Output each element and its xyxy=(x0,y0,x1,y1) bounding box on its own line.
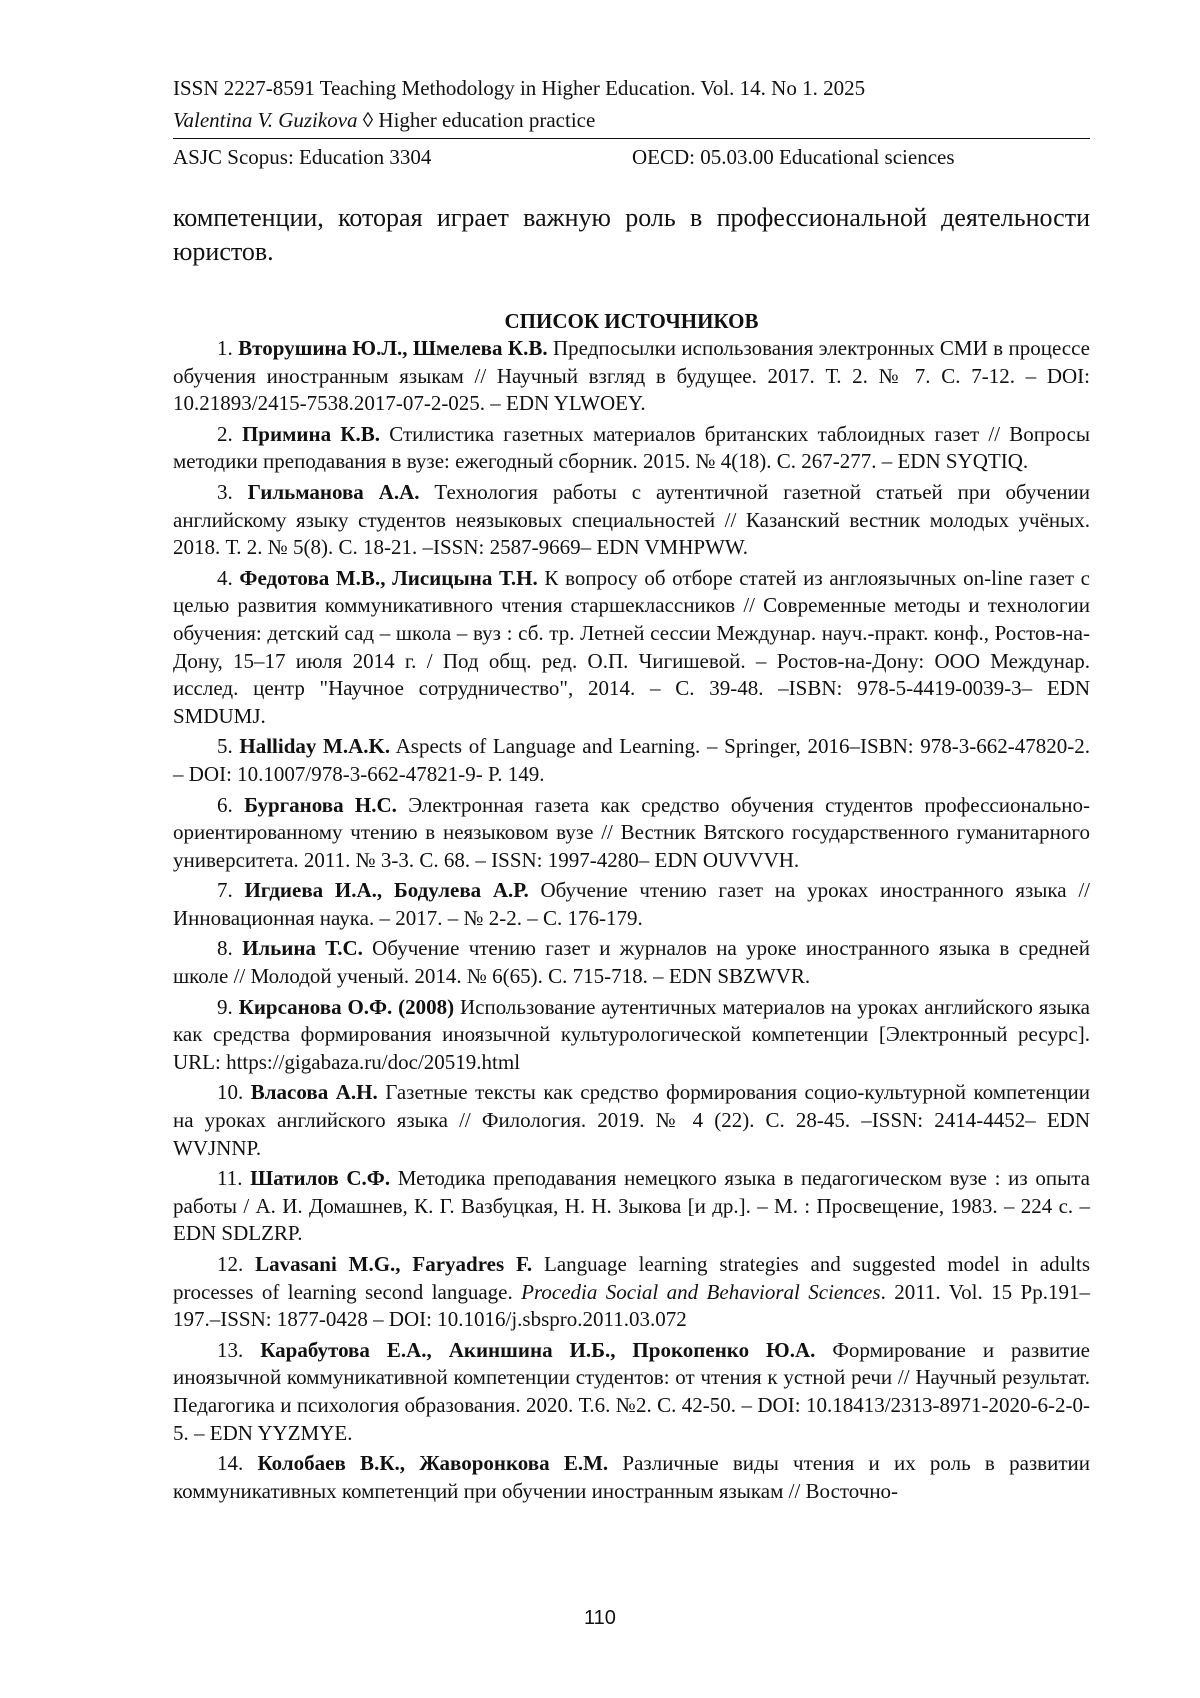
reference-text: К вопросу об отборе статей из англоязычных on-line газет с целью развития коммуникативного чтения старшеклассников // Современные методы и технологии обучения: детский сад – школа – вуз : сб. тр. Летней сессии Междунар. науч.-практ. конф., Ростов-на-Дону, 15–17 июля 2014 г. / Под общ. ред. О.П. Чигишевой. – Ростов-на-Дону: ООО Междунар. исслед. центр "Научное сотрудничество", 2014. – С. 39-48. –ISBN: 978-5-4419-0039-3– EDN SMDUMJ. xyxy=(173,565,1091,728)
page-content xyxy=(173,72,1090,1508)
page-number: 110 xyxy=(584,1607,616,1629)
reference-text: Aspects of Language and Learning. – Springer, 2016–ISBN: 978-3-662-47820-2. – DOI: 10.1007/978-3-662-47821-9- P. 149. xyxy=(173,734,1090,786)
reference-item xyxy=(173,1165,1090,1251)
header-separator: ◊ xyxy=(357,108,379,132)
reference-text: Технология работы с аутентичной газетной статьей при обучении английскому языку студентов неязыковых специальностей // Казанский вестник молодых учёных. 2018. Т. 2. № 5(8). С. 18-21. –ISSN: 2587-9669– EDN VMHPWW. xyxy=(173,479,1091,560)
reference-item xyxy=(173,1079,1090,1165)
reference-text: Обучение чтению газет и журналов на уроке иностранного языка в средней школе // Молодой ученый. 2014. № 6(65). С. 715-718. – EDN SBZWVR. xyxy=(173,936,1090,989)
reference-number: 12. xyxy=(217,1252,256,1276)
reference-number: 9. xyxy=(217,994,239,1019)
author-section-line xyxy=(173,104,1090,136)
reference-authors: Lavasani M.G., Faryadres F. xyxy=(255,1252,533,1276)
reference-number: 6. xyxy=(217,792,245,817)
header-section: Higher education practice xyxy=(378,108,596,132)
reference-number: 4. xyxy=(217,565,240,590)
reference-list xyxy=(173,335,1090,1508)
reference-authors: Кирсанова О.Ф. (2008) xyxy=(238,994,455,1019)
references-title: СПИСОК ИСТОЧНИКОВ xyxy=(504,309,759,333)
reference-item xyxy=(173,877,1090,935)
reference-text: Предпосылки использования электронных СМИ в процессе обучения иностранным языкам // Научный взгляд в будущее. 2017. Т. 2. № 7. С. 7-12. – DOI: 10.21893/2415-7538.2017-07-2-025. – EDN YLWOEY. xyxy=(173,336,1091,416)
reference-number: 13. xyxy=(217,1337,261,1362)
reference-number: 11. xyxy=(217,1166,251,1191)
reference-authors: Федотова М.В., Лисицына Т.Н. xyxy=(239,565,538,590)
reference-text: Формирование и развитие иноязычной коммуникативной компетенции студентов: от чтения к устной речи // Научный результат. Педагогика и психология образования. 2020. Т.6. №2. С. 42-50. – DOI: 10.18413/2313-8971-2020-6-2-0-5. – EDN YYZMYE. xyxy=(173,1337,1090,1445)
reference-authors: Власова А.Н. xyxy=(250,1080,378,1105)
reference-authors: Ильина Т.С. xyxy=(242,936,363,961)
reference-text-continued: . 2011. Vol. 15 Pp.191–197.–ISSN: 1877-0428 – DOI: 10.1016/j.sbspro.2011.03.072 xyxy=(173,1279,1090,1332)
reference-text: Газетные тексты как средство формирования социо-культурной компетенции на уроках английского языка // Филология. 2019. № 4 (22). С. 28-45. –ISSN: 2414-4452– EDN WVJNNP. xyxy=(173,1080,1090,1160)
reference-number: 8. xyxy=(217,936,243,961)
reference-item xyxy=(173,565,1090,734)
reference-authors: Бурганова Н.С. xyxy=(244,792,397,817)
reference-authors: Игдиева И.А., Бодулева А.Р. xyxy=(244,878,529,903)
reference-number: 5. xyxy=(217,734,240,759)
journal-issn-line: ISSN 2227-8591 Teaching Methodology in Higher Education. Vol. 14. No 1. 2025 xyxy=(173,76,866,100)
reference-text: Электронная газета как средство обучения студентов профессионально-ориентированному чтению в неязыковом вузе // Вестник Вятского государственного гуманитарного университета. 2011. № 3-3. С. 68. – ISSN: 1997-4280– EDN OUVVVH. xyxy=(173,792,1091,872)
reference-authors: Карабутова Е.А., Акиншина И.Б., Прокопенко Ю.А. xyxy=(260,1337,816,1362)
reference-text: Методика преподавания немецкого языка в педагогическом вузе : из опыта работы / А. И. Домашнев, К. Г. Вазбуцкая, Н. Н. Зыкова [и др.]. – М. : Просвещение, 1983. – 224 с. – EDN SDLZRP. xyxy=(173,1166,1090,1246)
reference-text: Различные виды чтения и их роль в развитии коммуникативных компетенций при обучении иностранным языкам // Восточно- xyxy=(173,1451,1090,1503)
intro-paragraph: компетенции, которая играет важную роль в профессиональной деятельности юристов. xyxy=(173,203,1090,266)
reference-item xyxy=(173,935,1090,993)
reference-authors: Колобаев В.К., Жаворонкова Е.М. xyxy=(257,1451,609,1476)
reference-item xyxy=(173,479,1090,565)
running-header xyxy=(173,72,1090,173)
reference-number: 1. xyxy=(217,336,239,360)
reference-item xyxy=(173,733,1090,791)
asjc-code: ASJC Scopus: Education 3304 xyxy=(173,145,432,169)
reference-number: 2. xyxy=(217,421,242,446)
oecd-code: OECD: 05.03.00 Educational sciences xyxy=(632,145,955,169)
reference-authors: Шатилов С.Ф. xyxy=(250,1166,391,1191)
header-author: Valentina V. Guzikova xyxy=(173,108,358,132)
reference-item xyxy=(173,792,1090,878)
reference-number: 7. xyxy=(217,878,245,903)
reference-item xyxy=(173,335,1090,421)
reference-text: Стилистика газетных материалов британских таблоидных газет // Вопросы методики преподавания в вузе: ежегодный сборник. 2015. № 4(18). С. 267-277. – EDN SYQTIQ. xyxy=(173,421,1090,474)
reference-item xyxy=(173,1251,1090,1337)
reference-text: Использование аутентичных материалов на уроках английского языка как средства формирования иноязычной культурологической компетенции [Электронный ресурс]. URL: https://gigabaza.ru/doc/20519.html xyxy=(173,994,1090,1074)
reference-authors: Гильманова А.А. xyxy=(247,479,420,504)
reference-authors: Примина К.В. xyxy=(241,421,381,446)
reference-item xyxy=(173,994,1090,1080)
reference-journal: Procedia Social and Behavioral Sciences xyxy=(521,1279,881,1304)
reference-text: Language learning strategies and suggested model in adults processes of learning second language. xyxy=(173,1252,1090,1304)
reference-authors: Halliday M.A.K. xyxy=(239,734,391,759)
reference-item xyxy=(173,1337,1090,1450)
reference-item xyxy=(173,1450,1090,1508)
reference-item xyxy=(173,421,1090,479)
classification-line xyxy=(173,141,1090,173)
reference-authors: Вторушина Ю.Л., Шмелева К.В. xyxy=(238,336,548,360)
reference-text: Обучение чтению газет на уроках иностранного языка // Инновационная наука. – 2017. – № 2-2. – С. 176-179. xyxy=(173,878,1091,930)
reference-number: 3. xyxy=(217,479,248,504)
reference-number: 10. xyxy=(217,1080,251,1105)
reference-number: 14. xyxy=(217,1451,258,1476)
header-rule xyxy=(173,138,1090,139)
